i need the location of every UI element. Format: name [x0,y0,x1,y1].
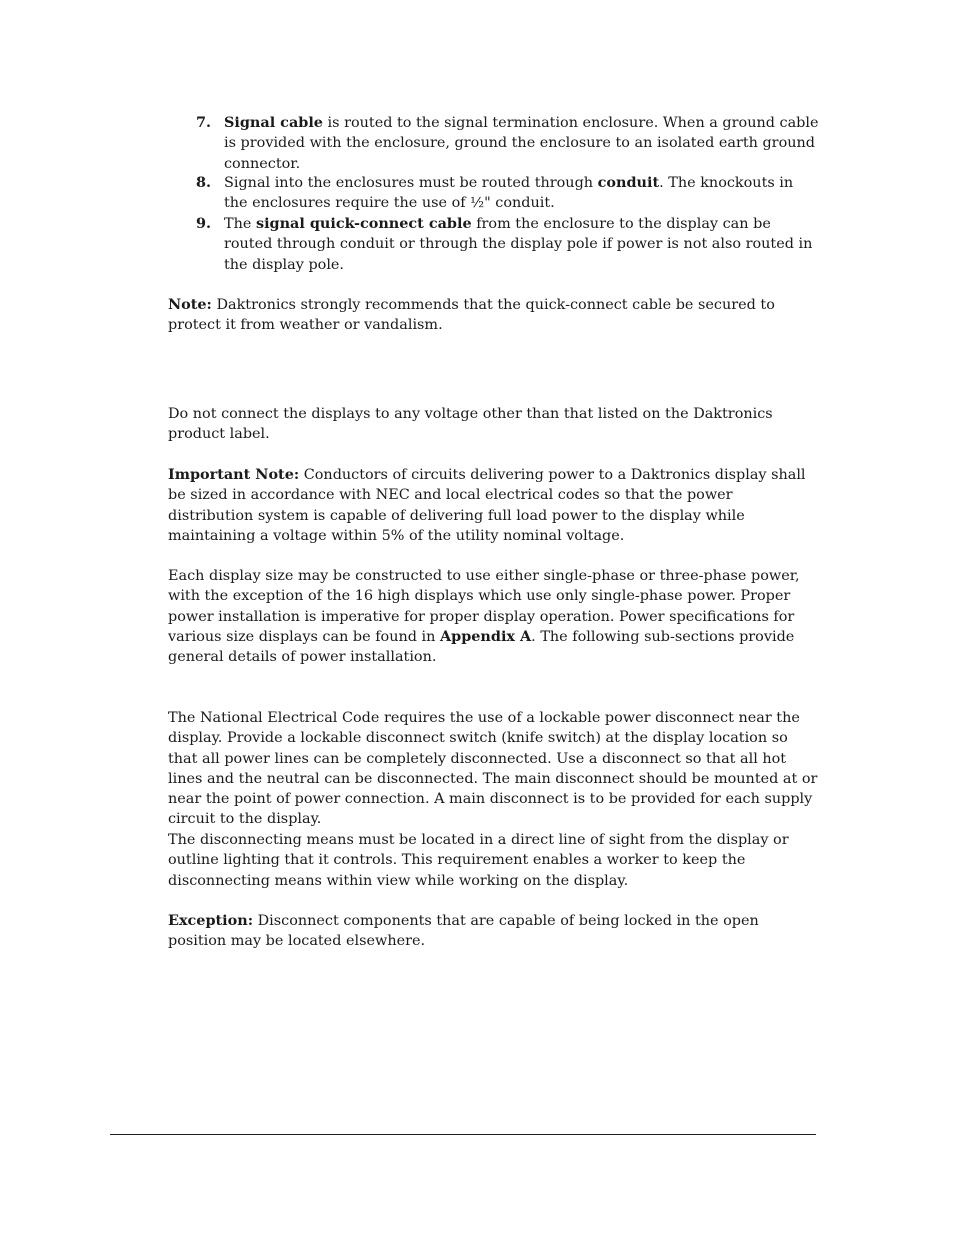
list-text-start: The [224,216,256,232]
voltage-paragraph: Do not connect the displays to any voltage other than that listed on the Daktronics product label. [168,406,773,443]
exception-label: Exception: [168,912,254,929]
bold-term: conduit [597,174,660,191]
list-text-rest: . The knockouts in the enclosures require the use of ½" conduit. [224,175,794,212]
phase-text-start: Each display size may be constructed to use either single-phase or three-phase power, with the exception of the 16 high displays which use only single-phase power. Proper power installation is imperative for proper display operation. Power specifications for various size displays can be found in [168,568,800,645]
list-text [224,214,821,275]
exception-text: Disconnect components that are capable of being locked in the open position may be located elsewhere. [168,913,759,950]
list-text-rest: from the enclosure to the display can be routed through conduit or through the display pole if power is not also routed in the display pole. [224,216,813,273]
note-label: Note: [168,296,212,313]
nec-paragraph: The National Electrical Code requires the use of a lockable power disconnect near the display. Provide a lockable disconnect switch (knife switch) at the display location so that all power lines can be completely disconnected. Use a disconnect so that all hot lines and the neutral can be disconnected. The main disconnect should be mounted at or near the point of power connection. A main disconnect is to be provided for each supply circuit to the display. [168,710,818,828]
phase-paragraph [168,566,818,667]
phase-text-rest: . The following sub-sections provide general details of power installation. [168,628,795,666]
important-note-label: Important Note: [168,466,300,483]
line-of-sight-paragraph: The disconnecting means must be located in a direct line of sight from the display or outline lighting that it controls. This requirement enables a worker to keep the disconnecting means within view while working on the display. [168,832,789,889]
list-item-8 [196,173,821,214]
appendix-reference: Appendix A [439,627,532,645]
important-note-text: Conductors of circuits delivering power to a Daktronics display shall be sized in accordance with NEC and local electrical codes so that the power distribution system is capable of delivering full load power to the display while maintaining a voltage within 5% of the utility nominal voltage. [168,467,806,544]
exception-paragraph [168,911,818,952]
list-text [224,113,821,174]
list-number: 7. [196,114,212,131]
bold-term: signal quick-connect cable [255,215,472,232]
list-item-9 [196,214,821,275]
list-text-rest: is routed to the signal termination enclosure. When a ground cable is provided with the enclosure, ground the enclosure to an isolated earth ground connector. [224,115,819,172]
bold-term: Signal cable [224,114,323,131]
note-text: Daktronics strongly recommends that the quick-connect cable be secured to protect it from weather or vandalism. [168,297,775,334]
list-text-start: Signal into the enclosures must be routed through [224,175,598,191]
list-number: 9. [196,215,212,232]
list-text [224,173,821,214]
list-number: 8. [196,174,212,191]
note-paragraph [168,295,818,336]
important-note-paragraph [168,465,818,546]
footer-divider [110,1134,816,1135]
list-item-7 [196,113,821,174]
